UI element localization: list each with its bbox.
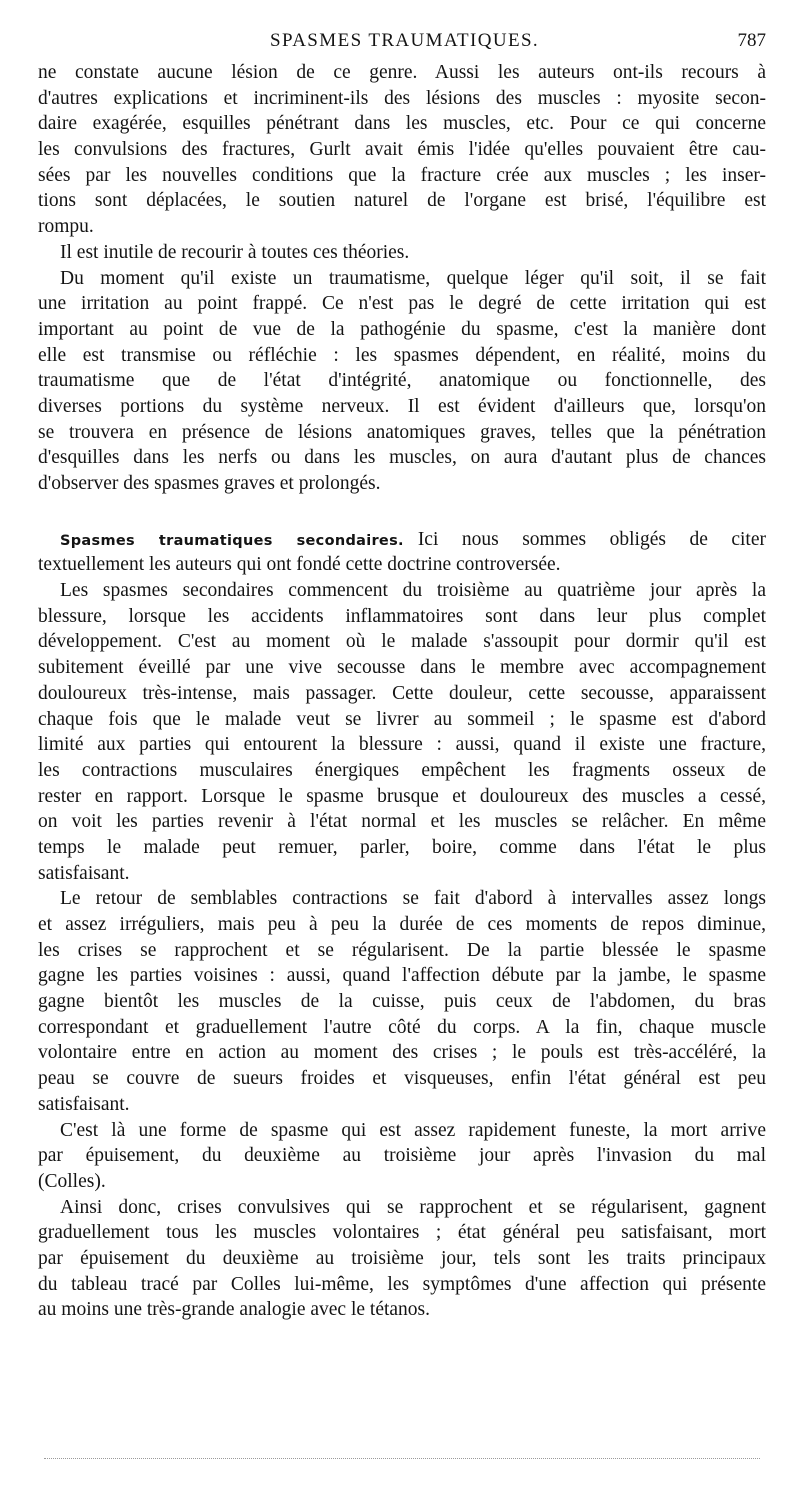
text-line: volontaire entre en action au moment des crises ; le pouls est très-accéléré, la: [38, 1042, 766, 1064]
text-line: on voit les parties revenir à l'état normal et les muscles se relâcher. En même: [38, 811, 766, 833]
text-line: limité aux parties qui entourent la blessure : aussi, quand il existe une fracture,: [38, 734, 766, 756]
text-line: C'est là une forme de spasme qui est assez rapidement funeste, la mort arrive: [60, 1119, 766, 1141]
paragraph: [38, 240, 766, 266]
section-heading: Spasmes traumatiques secondaires.: [60, 532, 404, 549]
text-line: elle est transmise ou réfléchie : les spasmes dépendent, en réalité, moins du: [38, 344, 766, 366]
text-line: graduellement tous les muscles volontaires ; état général peu satisfaisant, mort: [38, 1222, 766, 1244]
text-line: [38, 527, 766, 553]
text-line: une irritation au point frappé. Ce n'est pas le degré de cette irritation qui est: [38, 293, 766, 315]
text-line: d'esquilles dans les nerfs ou dans les muscles, on aura d'autant plus de chances: [38, 447, 766, 469]
text-line: textuellement les auteurs qui ont fondé cette doctrine controversée.: [38, 554, 561, 576]
text-line: rester en rapport. Lorsque le spasme brusque et douloureux des muscles a cessé,: [38, 785, 766, 807]
text-line: au moins une très-grande analogie avec le tétanos.: [38, 1299, 431, 1321]
text-line: du tableau tracé par Colles lui-même, les symptômes d'une affection qui présente: [38, 1273, 766, 1295]
text-line: et assez irréguliers, mais peu à peu la durée de ces moments de repos diminue,: [38, 914, 766, 935]
text-line: chaque fois que le malade veut se livrer au sommeil ; le spasme est d'abord: [38, 708, 766, 730]
text-line: ne constate aucune lésion de ce genre. Aussi les auteurs ont-ils recours à: [38, 62, 766, 83]
text-line: Il est inutile de recourir à toutes ces théories.: [60, 241, 410, 263]
text-line: rompu.: [38, 216, 94, 238]
paragraph: [38, 266, 766, 497]
text-line: Du moment qu'il existe un traumatisme, quelque léger qu'il soit, il se fait: [60, 267, 766, 289]
text-line: par épuisement, du deuxième au troisième jour après l'invasion du mal: [38, 1145, 766, 1167]
text-line: gagne bientôt les muscles de la cuisse, puis ceux de l'abdomen, du bras: [38, 991, 766, 1013]
text-line: Le retour de semblables contractions se fait d'abord à intervalles assez longs: [60, 888, 766, 910]
text-line: par épuisement du deuxième au troisième jour, tels sont les traits principaux: [38, 1247, 766, 1269]
text-line: traumatisme que de l'état d'intégrité, anatomique ou fonctionnelle, des: [38, 370, 766, 392]
text-line: les crises se rapprochent et se régularisent. De la partie blessée le spasme: [38, 939, 766, 961]
running-head: [38, 30, 766, 56]
text-line: correspondant et graduellement l'autre côté du corps. A la fin, chaque muscle: [38, 1016, 766, 1038]
text-line: temps le malade peut remuer, parler, boire, comme dans l'état le plus: [38, 836, 766, 858]
text-line: diverses portions du système nerveux. Il est évident d'ailleurs que, lorsqu'on: [38, 395, 766, 417]
bottom-rule: [44, 1458, 760, 1459]
paragraph: [38, 886, 766, 1117]
paragraph: [38, 527, 766, 578]
text-line: satisfaisant.: [38, 862, 130, 884]
text-line: gagne les parties voisines : aussi, quand l'affection débute par la jambe, le spasme: [38, 965, 766, 987]
text-line: important au point de vue de la pathogénie du spasme, c'est la manière dont: [38, 318, 766, 340]
text-line: satisfaisant.: [38, 1093, 130, 1115]
running-title: SPASMES TRAUMATIQUES.: [270, 30, 540, 51]
text-line: Les spasmes secondaires commencent du troisième au quatrième jour après la: [60, 580, 766, 602]
text-line: tions sont déplacées, le soutien naturel de l'organe est brisé, l'équilibre est: [38, 190, 766, 212]
text-line: développement. C'est au moment où le malade s'assoupit pour dormir qu'il est: [38, 631, 766, 653]
text-line: (Colles).: [38, 1170, 106, 1192]
paragraph: [38, 1118, 766, 1195]
text-line: se trouvera en présence de lésions anatomiques graves, telles que la pénétration: [38, 421, 766, 443]
body-text: [38, 60, 766, 1323]
text-line: les contractions musculaires énergiques empêchent les fragments osseux de: [38, 759, 766, 781]
text-line: douloureux très-intense, mais passager. Cette douleur, cette secousse, apparaissent: [38, 682, 766, 704]
text-line: blessure, lorsque les accidents inflammatoires sont dans leur plus complet: [38, 605, 766, 627]
paragraph: [38, 578, 766, 886]
text-line: peau se couvre de sueurs froides et visqueuses, enfin l'état général est peu: [38, 1068, 766, 1090]
text-line: d'autres explications et incriminent-ils des lésions des muscles : myosite secon-: [38, 87, 766, 109]
text-line: subitement éveillé par une vive secousse dans le membre avec accompagnement: [38, 657, 766, 679]
paragraph: [38, 1195, 766, 1323]
text-line: les convulsions des fractures, Gurlt avait émis l'idée qu'elles pouvaient être cau-: [38, 139, 766, 161]
text-run: Ici nous sommes obligés de citer: [417, 528, 766, 550]
text-line: sées par les nouvelles conditions que la fracture crée aux muscles ; les inser-: [38, 164, 766, 186]
text-line: Ainsi donc, crises convulsives qui se rapprochent et se régularisent, gagnent: [60, 1196, 766, 1218]
text-line: daire exagérée, esquilles pénétrant dans les muscles, etc. Pour ce qui concerne: [38, 113, 766, 135]
text-line: d'observer des spasmes graves et prolongés.: [38, 473, 381, 494]
section-gap: [38, 497, 766, 527]
paragraph: [38, 60, 766, 240]
page-number: 787: [737, 30, 766, 51]
